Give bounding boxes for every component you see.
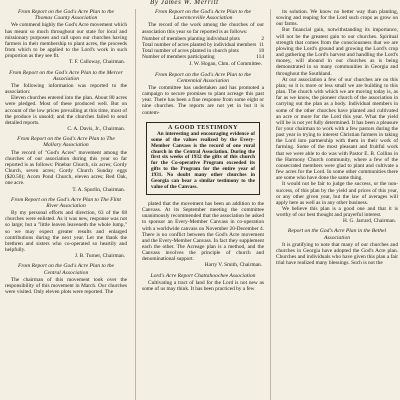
ledger-value: 114 — [256, 54, 264, 61]
report-heading: From Report on the God's Acre Plan to the Thomas County Association — [17, 9, 115, 22]
report-heading: Report on the God's Acre Plan in the Bethel Association — [287, 228, 387, 241]
report-heading: From Report on the God's Acre Plan to The Flint River Association — [11, 196, 121, 209]
report-signature: J. W. Hogan, Chm. of Committee. — [189, 61, 262, 68]
report-heading: From Report on the God's Acre Plan to the Centennial Association — [154, 71, 252, 84]
report-paragraph: The chairman of this movement took over the responsibility of this movement in March. Our churches were visited. Only eleven plots were reported. The — [5, 276, 127, 296]
report-article — [5, 9, 127, 66]
report-article — [5, 70, 127, 133]
ledger-row — [142, 54, 264, 60]
report-paragraph: Cultivating a tract of land for the Lord is not new as some of us may think. It has been practiced by a few — [142, 279, 264, 292]
acreage-ledger — [142, 36, 264, 61]
report-paragraph: The committee has undertaken and has promoted a campaign to secure promises to plant acreage this past year. There has been a fine response from some eight or nine churches. The reports are not yet in but it is contem- — [142, 84, 264, 116]
report-article — [276, 228, 398, 266]
report-signature: T. F. Calloway, Chairman. — [69, 59, 125, 66]
report-paragraph: At our association a few of our churches are on this plan; so it is more or less small we are building to this plan. The church with which we are moving today is, as far as we know, the pioneer church of the association in carrying out the plan as a body. Individual members in some of the other churches have planted and cultivated an acre or more for the Lord this year. What the yield will be is not yet fully determined. It has been a pleasure for your chairman to work with a few pastors during the past year in trying to interest Christian farmers in taking the Lord into partnership with them in their work of farming. Some of the most pleasant and fruitful work that we were able to do was with Pastor E. B. Collins in the Harmony Church community, where a few of the consecrated members were glad to plant and cultivate a few acres for the Lord. In some other communities there are some who have done the same thing. — [276, 76, 398, 182]
report-article — [5, 197, 127, 260]
column-right — [276, 9, 398, 400]
ledger-value: 2 — [261, 35, 264, 42]
ledger-value: 11 — [258, 41, 264, 48]
report-article — [142, 9, 264, 68]
report-paragraph: The following information was reported to the association: — [5, 82, 127, 96]
report-paragraph: We commend highly the God's Acre movement which has meant so much throughout our state for local and missionary purposes and call upon our churches having farmers in their membership to plant acres, the proceeds from which to be applied to the Lord's work in such proportion as they see fit. — [5, 22, 127, 60]
report-signature: Harry V. Smith, Chairman. — [204, 262, 262, 269]
report-paragraph: Eleven churches entered into the plan. About 80 acres were pledged. Most of these produced well. But on account of the low prices prevailing at this time, most of the produce is unsold; and the churches failed to send detailed reports. — [5, 95, 127, 126]
report-paragraph: We believe this plan is a good one and that it is worthy of our best thought and prayerful interest. — [276, 206, 398, 219]
column-divider — [135, 9, 136, 400]
report-paragraph: its solution. We know no better way than planting, sowing and reaping for the Lord such crops as grow on our farms. — [276, 9, 398, 28]
report-article — [142, 72, 264, 116]
column-middle — [142, 9, 264, 400]
column-divider — [270, 9, 271, 400]
report-heading: From Report on the God's Acre Plan to the Central Association — [17, 263, 115, 276]
report-paragraph: By my personal efforts and direction, 63 of the 68 churches were enlisted. As it was new, response was not so large; but a "little leaven leaveneth the whole lump," so we may expect greater results and enlarged contributions during the next year. Let me thank the brethren and sisters who co-operated so heartily and helpfully. — [5, 210, 127, 253]
report-article — [5, 136, 127, 193]
ledger-label: Total number of acres planted by individual members — [142, 41, 257, 48]
ledger-value: 18 — [258, 48, 264, 55]
report-heading: Lord's Acre Report Chattahoochee Association — [150, 272, 256, 279]
report-heading: From Report on the God's Acre Plan to The Mallary Association — [17, 136, 115, 149]
report-article — [142, 273, 264, 293]
testimony-box — [146, 122, 260, 195]
report-signature: C. A. Davis, Jr., Chairman. — [67, 126, 125, 132]
report-paragraph: But financial gain, notwithstanding its importance, will not be the greatest gain to our churches. Spiritual strength that comes from the consciousness that we are plowing the Lord's ground and growing the Lord's crop and gathering the Lord's harvest and handling the Lord's money, will abound in our churches as is being demonstrated in so many communities in Georgia and throughout the Southland. — [276, 27, 398, 77]
ledger-label: Number of members planting individual plots — [142, 35, 240, 42]
testimony-body: An interesting and encouraging evidence of some of the values realized by the Every-Member Canvass is the record of one rural church in the Central Association. During the first six weeks of 1932 the gifts of this church for the Co-operative Program exceeded its gifts to the Program for the entire year of 1931. No doubt many other churches in Georgia can bear a similar testimony to the value of the Canvass. — [151, 130, 255, 190]
column-left — [5, 9, 127, 400]
report-paragraph: The record of "God's Acres" movement among the churches of our association during this year so far reported is as follows: Pinebar Church, six acres; Gordy Church, seven acres; Gordy Church Sunday eggs ($20.50); Acorn Pond Church, eleven acres; Red Oak, one acre. — [5, 149, 127, 187]
report-paragraph: It is gratifying to note that many of our churches and churches in Georgia have adopted the God's Acre plan. Churches and individuals who have given this plan a fair trial have realized many blessings. Such is not the — [276, 241, 398, 267]
report-paragraph: The record of the work among the churches of our association this year so far reported is as follows: — [142, 22, 264, 35]
report-paragraph: plated that the movement has been an addition to the Canvass. At its September meeting the committee unanimously recommended that the association be asked to sponsor an Every-Member Canvass in co-operation with a worldwide canvass on November 20-December 4. There is no conflict between the God's Acre movement and the Every-Member Canvass. In fact they supplement each the other. The Acreage plan is a method, and the Canvass involves the principle of church and denominational support. — [142, 200, 264, 263]
report-heading: From Report on the God's Acre Plan to the Lawrenceville Association — [154, 9, 252, 22]
report-signature: J. B. Turner, Chairman. — [74, 253, 125, 260]
report-article — [276, 9, 398, 224]
ledger-label: Total number of acres planted in church plots — [142, 48, 239, 55]
report-heading: From Report on the God's Acre Plan to the Mercer Association — [9, 69, 123, 82]
report-article — [142, 201, 264, 269]
testimony-title: A GOOD TESTIMONY — [168, 124, 238, 131]
ledger-label: Number of members participating — [142, 54, 215, 61]
report-article — [5, 263, 127, 295]
report-paragraph: It would not be fair to judge the success, or the non-success, of this plan by the yield and prices of this year, or any other given year, but the law of averages will apply here as well as in any other business. — [276, 181, 398, 206]
report-signature: T. A. Spurlin, Chairman. — [72, 186, 125, 193]
byline: By James W. Merritt — [150, 0, 219, 6]
report-signature: H. G. Jarrard, Chairman. — [343, 218, 396, 225]
